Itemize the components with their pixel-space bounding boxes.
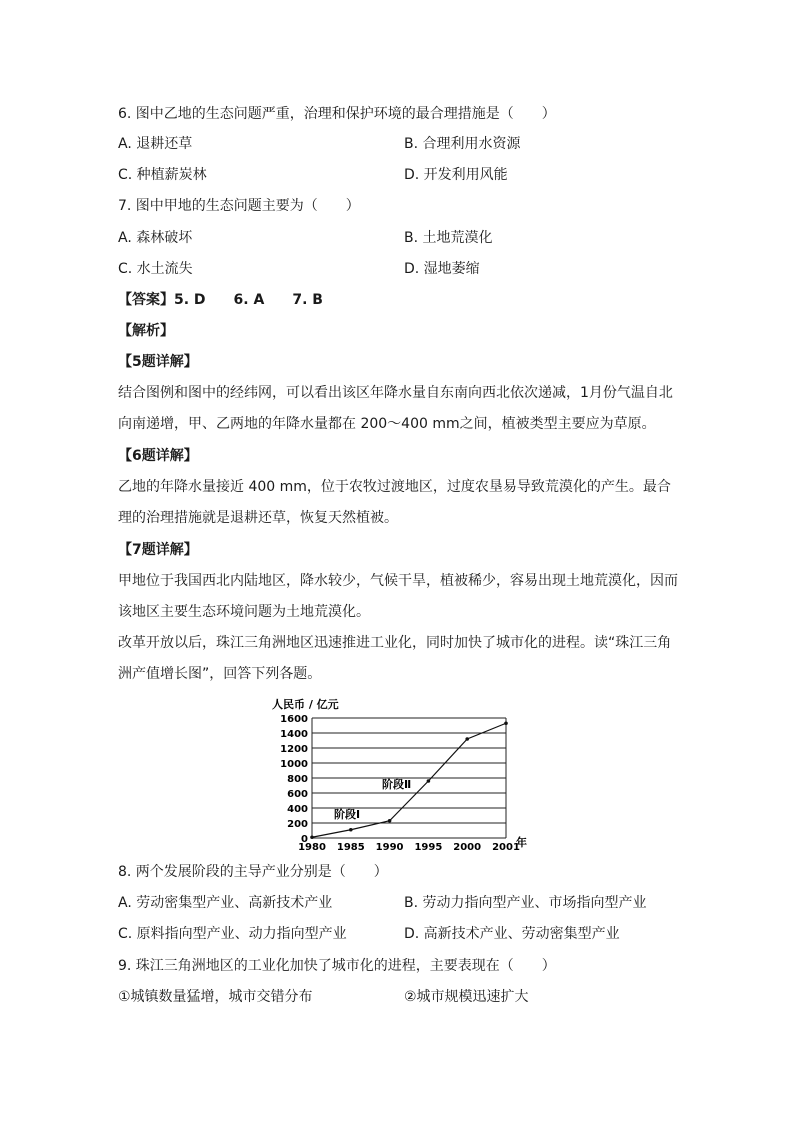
- output-growth-chart: [270, 692, 530, 854]
- q7-option-d: D. 湿地萎缩: [404, 261, 480, 277]
- q7-option-c: C. 水土流失: [118, 261, 193, 277]
- q6-option-c: C. 种植薪炭林: [118, 167, 207, 183]
- chart-annotation-stage-2: 阶段Ⅱ: [382, 778, 412, 791]
- q8-option-a: A. 劳动密集型产业、高新技术产业: [118, 895, 333, 911]
- chart-x-tick-label: 1980: [298, 842, 326, 853]
- chart-y-ticks: [280, 714, 308, 845]
- chart-y-label: 人民币 / 亿元: [272, 698, 339, 711]
- chart-x-tick-label: 2001: [492, 842, 520, 853]
- chart-y-tick-label: 800: [287, 774, 308, 785]
- analysis-label: 【解析】: [118, 323, 174, 339]
- chart-intro: 改革开放以后，珠江三角洲地区迅速推进工业化，同时加快了城市化的进程。读“珠江三角洲产值增长图”，回答下列各题。: [118, 635, 672, 682]
- chart-x-tick-label: 1985: [336, 842, 365, 853]
- chart-y-tick-label: 1600: [280, 714, 308, 725]
- chart-annotation-stage-1: 阶段Ⅰ: [334, 808, 361, 821]
- chart-data-point: [388, 819, 392, 823]
- q9-option-1: ①城镇数量猛增，城市交错分布: [118, 989, 313, 1005]
- q9-option-2: ②城市规模迅速扩大: [404, 989, 529, 1005]
- q7-option-b: B. 土地荒漠化: [404, 230, 493, 246]
- q9-stem: 9. 珠江三角洲地区的工业化加快了城市化的进程，主要表现在（ ）: [118, 958, 556, 974]
- detail-7-heading: 【7题详解】: [118, 542, 198, 558]
- q6-option-b: B. 合理利用水资源: [404, 136, 521, 152]
- detail-6-text: 乙地的年降水量接近 400 mm，位于农牧过渡地区，过度农垦易导致荒漠化的产生。最合理的治理措施就是退耕还草，恢复天然植被。: [118, 479, 671, 526]
- chart-y-tick-label: 1000: [280, 759, 308, 770]
- q8-option-c: C. 原料指向型产业、动力指向型产业: [118, 926, 347, 942]
- detail-6-heading: 【6题详解】: [118, 448, 198, 464]
- q6-option-d: D. 开发利用风能: [404, 167, 508, 183]
- q7-option-a: A. 森林破坏: [118, 230, 193, 246]
- chart-data-point: [349, 828, 353, 832]
- detail-5-heading: 【5题详解】: [118, 354, 198, 370]
- detail-5-text: 结合图例和图中的经纬网，可以看出该区年降水量自东南向西北依次递减，1月份气温自北向南递增，甲、乙两地的年降水量都在 200～400 mm之间，植被类型主要应为草原。: [118, 385, 673, 432]
- chart-y-tick-label: 600: [287, 789, 308, 800]
- chart-y-tick-label: 200: [287, 819, 308, 830]
- q8-option-d: D. 高新技术产业、劳动密集型产业: [404, 926, 620, 942]
- q6-option-a: A. 退耕还草: [118, 136, 193, 152]
- chart-y-tick-label: 0: [301, 834, 308, 845]
- q8-option-b: B. 劳动力指向型产业、市场指向型产业: [404, 895, 647, 911]
- answer-line: 【答案】5. D 6. A 7. B: [118, 292, 323, 308]
- chart-x-tick-label: 1995: [414, 842, 443, 853]
- chart-y-tick-label: 400: [287, 804, 308, 815]
- chart-data-point: [504, 721, 508, 725]
- chart-data-point: [465, 737, 469, 741]
- q7-stem: 7. 图中甲地的生态问题主要为（ ）: [118, 198, 360, 214]
- chart-x-tick-label: 1990: [375, 842, 404, 853]
- chart-y-tick-label: 1400: [280, 729, 308, 740]
- chart-y-tick-label: 1200: [280, 744, 308, 755]
- chart-x-tick-label: 2000: [453, 842, 482, 853]
- chart-data-point: [310, 835, 314, 839]
- q6-stem: 6. 图中乙地的生态问题严重，治理和保护环境的最合理措施是（ ）: [118, 106, 556, 122]
- q8-stem: 8. 两个发展阶段的主导产业分别是（ ）: [118, 864, 388, 880]
- chart-x-label: 年: [516, 836, 527, 849]
- chart-x-ticks: [298, 842, 520, 853]
- chart-data-point: [427, 779, 431, 783]
- detail-7-text: 甲地位于我国西北内陆地区，降水较少，气候干旱，植被稀少，容易出现土地荒漠化，因而该地区主要生态环境问题为土地荒漠化。: [118, 573, 678, 620]
